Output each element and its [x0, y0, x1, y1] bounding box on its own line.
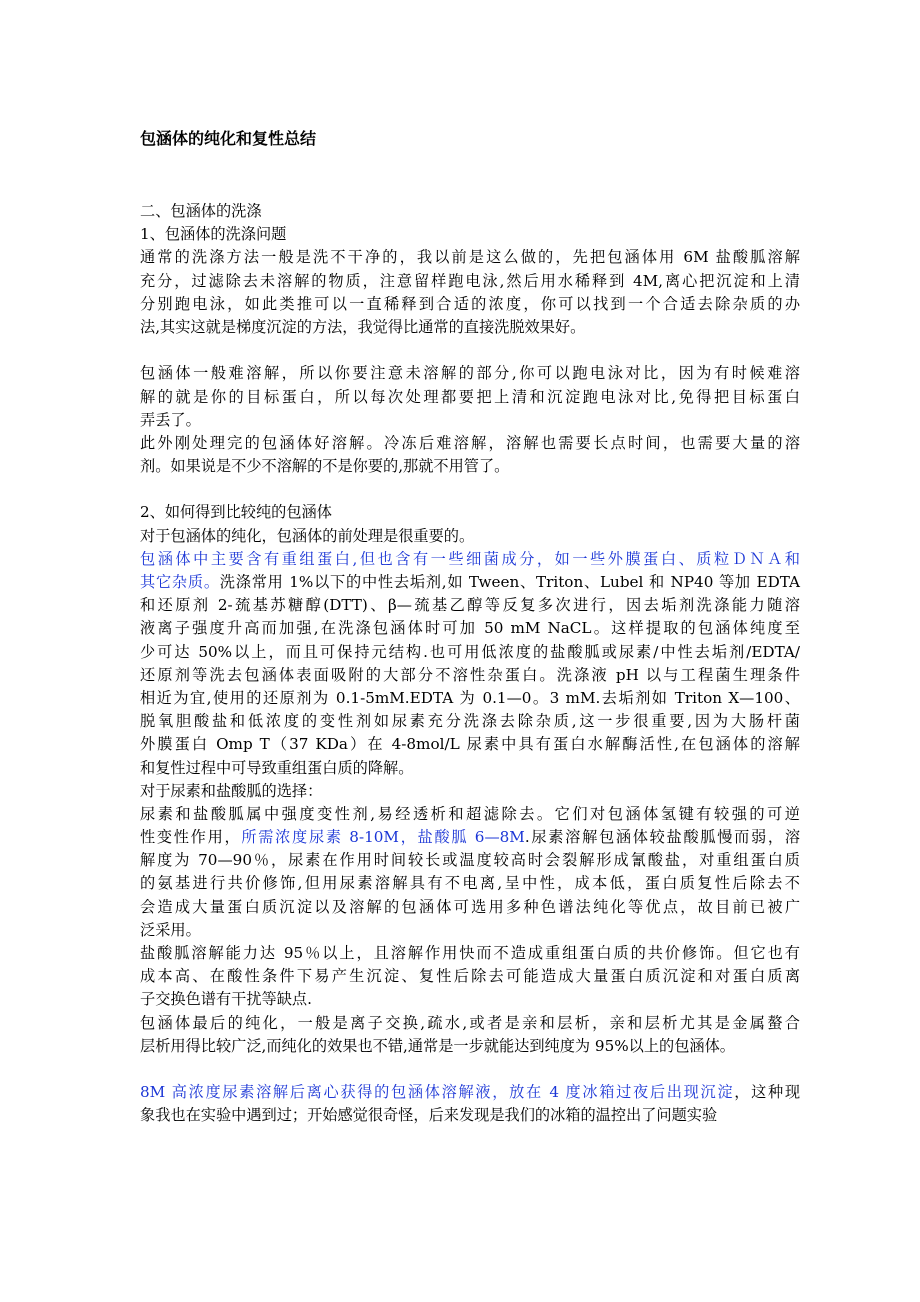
text-line: [140, 1104, 800, 1127]
text-segment: 包涵体最后的纯化，一般是离子交换,疏水,或者是亲和层析，亲和层析尤其是金属螯合: [140, 1013, 800, 1032]
text-line: [140, 293, 800, 316]
text-segment: 液离子强度升高而加强,在洗涤包涵体时可加 50 mM NaCL。这样提取的包涵体纯度至: [140, 619, 800, 638]
text-line: [140, 501, 800, 524]
text-line: [140, 525, 800, 548]
text-segment: 少可达 50%以上，而且可保持元结构.也可用低浓度的盐酸胍或尿素/中性去垢剂/EDTA/: [140, 642, 800, 661]
text-segment: 二、包涵体的洗涤: [140, 202, 262, 220]
text-line: [140, 455, 800, 478]
text-line: [140, 780, 800, 803]
text-segment: 还原剂等洗去包涵体表面吸附的大部分不溶性杂蛋白。洗涤液 pH 以与工程菌生理条件: [140, 665, 800, 684]
text-segment: 弄丢了。: [140, 410, 201, 429]
text-line: [140, 594, 800, 617]
text-line: [140, 200, 800, 223]
text-segment: 解的就是你的目标蛋白，所以每次处理都要把上清和沉淀跑电泳对比,免得把目标蛋白: [140, 387, 800, 406]
highlighted-text: 8M 高浓度尿素溶解后离心获得的包涵体溶解液，放在 4 度冰箱过夜后出现沉淀: [140, 1083, 735, 1102]
text-line: [140, 710, 800, 733]
text-segment: 性变性作用，: [140, 828, 242, 847]
text-line: [140, 641, 800, 664]
text-segment: 通常的洗涤方法一般是洗不干净的，我以前是这么做的，先把包涵体用 6M 盐酸胍溶解: [140, 248, 800, 267]
text-segment: 尿素和盐酸胍属中强度变性剂,易经透析和超滤除去。它们对包涵体氢键有较强的可逆: [140, 804, 800, 823]
text-line: [140, 1035, 800, 1058]
text-line: [140, 988, 800, 1011]
text-line: [140, 733, 800, 756]
document-title: 包涵体的纯化和复性总结: [140, 129, 317, 148]
text-segment: 1、包涵体的洗涤问题: [140, 225, 287, 244]
text-line: [140, 919, 800, 942]
text-segment: ，这种现: [734, 1083, 801, 1102]
text-segment: 包涵体一般难溶解，所以你要注意未溶解的部分,你可以跑电泳对比，因为有时候难溶: [140, 364, 800, 383]
text-line: [140, 942, 800, 965]
text-segment: 会造成大量蛋白质沉淀以及溶解的包涵体可选用多种色谱法纯化等优点，故目前已被广: [140, 897, 800, 916]
text-line: [140, 965, 800, 988]
text-segment: 脱氧胆酸盐和低浓度的变性剂如尿素充分洗涤去除杂质,这一步很重要,因为大肠杆菌: [140, 712, 800, 731]
text-line: [140, 386, 800, 409]
text-segment: 剂。如果说是不少不溶解的不是你要的,那就不用管了。: [140, 457, 510, 476]
blank-line: [140, 1058, 800, 1081]
text-line: [140, 246, 800, 269]
text-segment: 对于尿素和盐酸胍的选择：: [140, 781, 323, 800]
text-line: [140, 687, 800, 710]
text-line: [140, 849, 800, 872]
text-line: [140, 316, 800, 339]
text-line: [140, 826, 800, 849]
text-line: [140, 548, 800, 571]
text-line: [140, 664, 800, 687]
highlighted-text: 其它杂质。: [140, 573, 220, 591]
text-line: [140, 803, 800, 826]
highlighted-text: 所需浓度尿素 8-10M，盐酸胍 6—8M: [241, 828, 525, 847]
text-segment: 层析用得比较广泛,而纯化的效果也不错,通常是一步就能达到纯度为 95%以上的包涵体。: [140, 1036, 735, 1055]
text-line: [140, 1081, 800, 1104]
text-segment: 此外刚处理完的包涵体好溶解。冷冻后难溶解，溶解也需要长点时间，也需要大量的溶: [140, 433, 800, 452]
text-segment: 解度为 70—90％，尿素在作用时间较长或温度较高时会裂解形成氰酸盐，对重组蛋白质: [140, 851, 800, 870]
text-line: [140, 1012, 800, 1035]
text-segment: 子交换色谱有干扰等缺点.: [140, 990, 312, 1009]
text-segment: 泛采用。: [140, 920, 201, 939]
text-segment: 和复性过程中可导致重组蛋白质的降解。: [140, 758, 414, 777]
text-line: [140, 362, 800, 385]
text-line: [140, 896, 800, 919]
text-line: [140, 432, 800, 455]
text-line: [140, 757, 800, 780]
blank-line: [140, 478, 800, 501]
text-line: [140, 571, 800, 594]
text-segment: 和还原剂 2-巯基苏糖醇(DTT)、β—巯基乙醇等反复多次进行，因去垢剂洗涤能力随溶: [140, 596, 800, 615]
text-line: [140, 409, 800, 432]
text-segment: 盐酸胍溶解能力达 95％以上，且溶解作用快而不造成重组蛋白质的共价修饰。但它也有: [140, 944, 800, 962]
text-segment: 分别跑电泳，如此类推可以一直稀释到合适的浓度，你可以找到一个合适去除杂质的办: [140, 294, 800, 313]
text-segment: 洗涤常用 1%以下的中性去垢剂,如 Tween、Triton、Lubel 和 NP40 等加 EDTA: [219, 573, 801, 591]
text-line: [140, 872, 800, 895]
text-segment: 的氨基进行共价修饰,但用尿素溶解具有不电离,呈中性，成本低，蛋白质复性后除去不: [140, 874, 800, 893]
blank-line: [140, 339, 800, 362]
text-line: [140, 617, 800, 640]
text-segment: 2、如何得到比较纯的包涵体: [140, 503, 332, 522]
text-segment: 充分，过滤除去未溶解的物质，注意留样跑电泳,然后用水稀释到 4M,离心把沉淀和上清: [140, 271, 800, 290]
text-segment: 成本高、在酸性条件下易产生沉淀、复性后除去可能造成大量蛋白质沉淀和对蛋白质离: [140, 967, 800, 986]
text-segment: 象我也在实验中遇到过；开始感觉很奇怪，后来发现是我们的冰箱的温控出了问题实验: [140, 1106, 718, 1125]
text-segment: 对于包涵体的纯化，包涵体的前处理是很重要的。: [140, 526, 475, 545]
document-body: [140, 200, 800, 1128]
highlighted-text: 包涵体中主要含有重组蛋白,但也含有一些细菌成分，如一些外膜蛋白、质粒ＤＮＡ和: [140, 549, 800, 568]
text-segment: 外膜蛋白 Omp T（37 KDa）在 4-8mol/L 尿素中具有蛋白水解酶活性,在包涵体的溶解: [140, 735, 800, 754]
text-line: [140, 223, 800, 246]
text-segment: .尿素溶解包涵体较盐酸胍慢而弱，溶: [524, 828, 801, 847]
text-line: [140, 270, 800, 293]
text-segment: 法,其实这就是梯度沉淀的方法，我觉得比通常的直接洗脱效果好。: [140, 317, 586, 336]
text-segment: 相近为宜,使用的还原剂为 0.1-5mM.EDTA 为 0.1—0。3 mM.去垢剂如 Triton X—100、: [140, 688, 800, 707]
